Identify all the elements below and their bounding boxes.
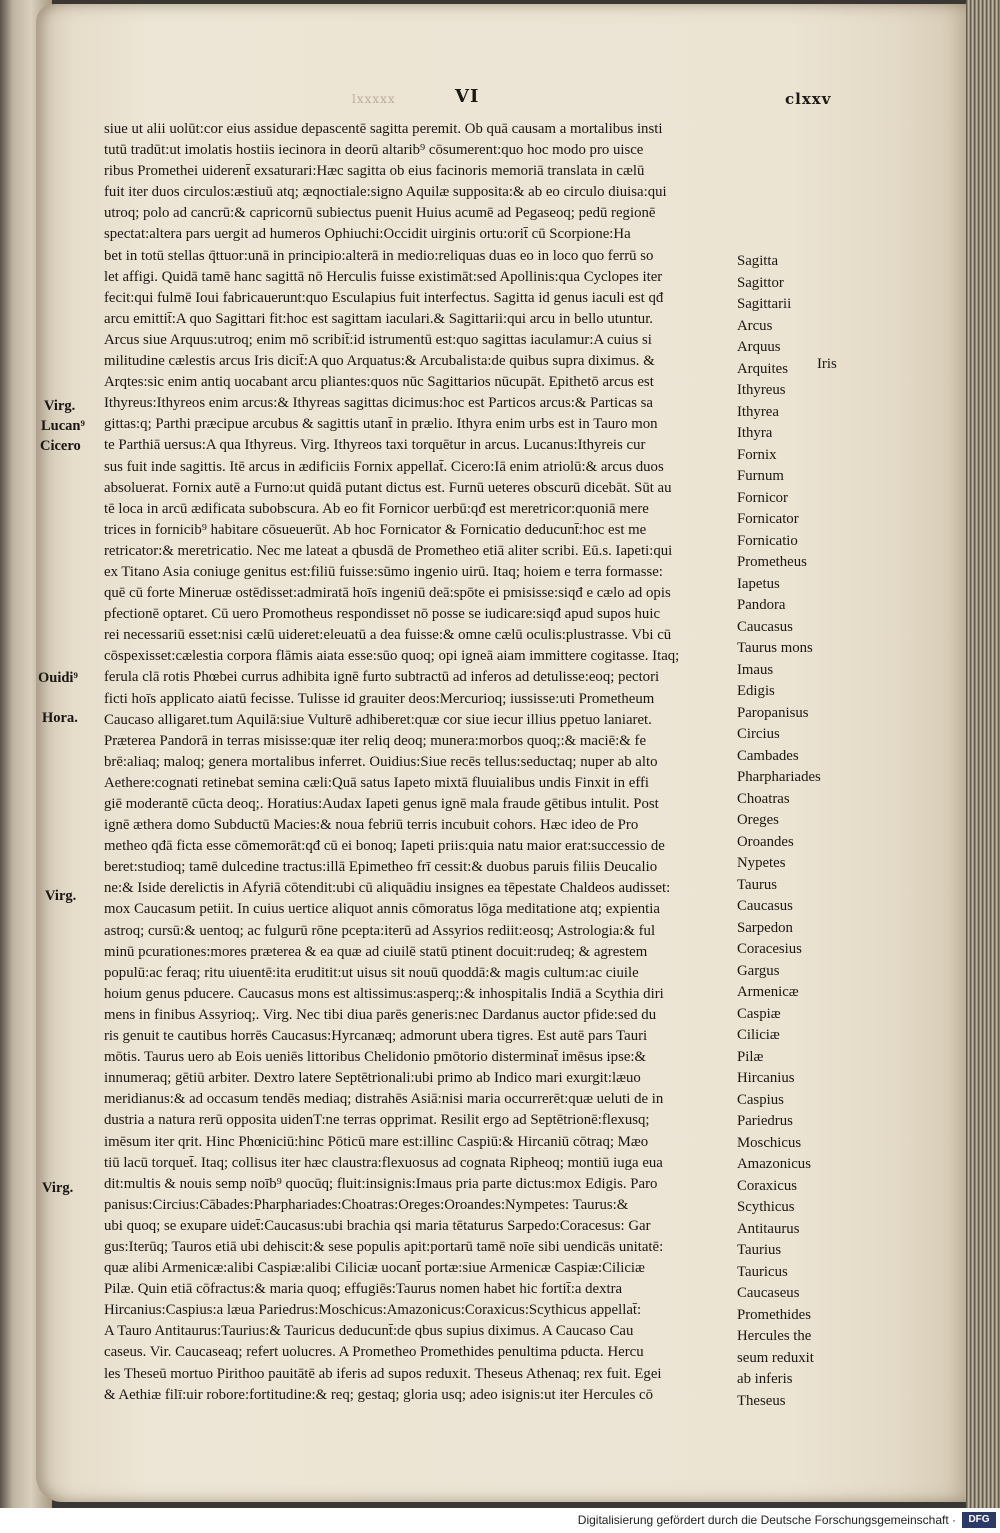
margin-note: Caspiæ xyxy=(737,1005,781,1022)
text-line: utroq; polo ad cancrū:& capricornū subiectus puenit Huius acumē ad Pegaseoq; pedū regionē xyxy=(104,205,656,222)
margin-note: Arcus xyxy=(737,317,773,334)
page-stack-edge xyxy=(966,0,1000,1508)
margin-note-iris: Iris xyxy=(817,356,837,372)
text-line: Pilæ. Quin etiā cōfractus:& maria quoq; effugiēs:Taurus nomen habet hic fortit̄:a dextra xyxy=(104,1281,623,1298)
text-line: hoium genus pducere. Caucasus mons est altissimus:asperq;:& inhospitalis Indiā a Scythia diri xyxy=(104,985,664,1002)
margin-note: Ithyreus xyxy=(737,382,786,398)
text-line: tiū lacū torquet̄. Itaq; collisus iter hæc claustra:flexuosus ad cognata Ripheoq; montiū iuga eua xyxy=(104,1154,663,1171)
margin-note: Edigis xyxy=(737,683,775,699)
margin-note: Ciliciæ xyxy=(737,1027,780,1043)
text-line: trices in fornicib⁹ habitare cōsueuerūt. Ab hoc Fornicator & Fornicatio deducunt̄:hoc est me xyxy=(104,521,647,538)
margin-note: Fornicor xyxy=(737,489,788,506)
margin-note: Armenicæ xyxy=(737,984,799,1000)
margin-note: Gargus xyxy=(737,962,780,979)
text-line: populū:ac feraq; ritu uiuentē:ita eruditit:ut uisus sit nouū quoddā:& magis cultum:ac ciuile xyxy=(104,964,639,981)
margin-note: Tauricus xyxy=(737,1263,788,1280)
text-line: ficti hoīs applicato aiatū fecisse. Tulisse id grauiter deos:Mercurioq; iussisse:uti Prometheum xyxy=(104,690,655,707)
text-line: Arcus siue Arquus:utroq; enim mō scribit̄:id istrumentū est:quo sagittas iaculamur:A cuius si xyxy=(104,331,652,348)
text-line: spectat:altera pars uergit ad humeros Ophiuchi:Occidit uirginis ortu:orit̄ cū Scorpione:Ha xyxy=(104,226,631,243)
margin-note: Hercules the xyxy=(737,1328,812,1344)
text-line: ribus Promethei uiderent̄ exsaturari:Hæc sagitta ob eius facinoris memoriā translata in cælū xyxy=(104,163,645,180)
margin-note: Fornicatio xyxy=(737,532,798,549)
margin-note: Coracesius xyxy=(737,941,802,957)
text-line: absoluerat. Fornix autē a Furno:ut quidā putant dictus est. Furnū ueteres obscurū dicebāt. Sūt au xyxy=(104,479,672,496)
text-line: Ithyreus:Ithyreos enim arcus:& Ithyreas sagittas dicimus:hoc est Particos arcus:& Particas sa xyxy=(104,395,653,412)
margin-note: Promethides xyxy=(737,1306,811,1323)
text-line: caseus. Vir. Caucaseaq; refert uolucres. A Prometheo Promethides penultima pducta. Hercu xyxy=(104,1344,644,1361)
left-note-virg: Virg. xyxy=(44,398,76,414)
margin-note: Caspius xyxy=(737,1091,784,1108)
margin-note: Sagittor xyxy=(737,274,784,291)
text-line: dustria a natura rerū opposita uidenT:ne terras opprimat. Resilit ergo ad Septētrionē:flexusq; xyxy=(104,1112,650,1129)
main-text-column xyxy=(104,119,744,1406)
digitization-footer xyxy=(0,1508,1000,1533)
margin-note: Sagittarii xyxy=(737,296,792,312)
margin-note: Prometheus xyxy=(737,554,807,570)
margin-note: Ithyra xyxy=(737,425,773,441)
text-line: astroq; cursū:& uentoq; ac fulgurū rōne pcepta:iterū ad Assyrios rediit:eosq; Astrologia:& ful xyxy=(104,922,656,939)
text-line: meridianus:& ad occasum tendēs mediaq; distrahēs Asiā:nisi maria occurrerēt:quæ ueluti de in xyxy=(104,1091,664,1108)
text-line: dit:multis & nouis semp noīb⁹ quocūq; fluit:insignis:Imaus pria parte dictus:mox Edigis. Paro xyxy=(104,1175,658,1192)
margin-note: Moschicus xyxy=(737,1134,802,1151)
text-line: metheo qđā ficta esse cōmemorāt:qđ cū ei bonoq; Iapeti priis:quia natu maior erat:successio de xyxy=(104,838,665,855)
running-header: VI xyxy=(455,86,480,107)
text-line: arcu emittit̄:A quo Sagittari fit:hoc est sagittam iaculari.& Sagittarii:qui arcu in bello utuntur. xyxy=(104,310,654,327)
text-line: panisus:Circius:Cābades:Pharphariades:Choatras:Oreges:Oroandes:Nympetes: Taurus:& xyxy=(104,1196,629,1213)
margin-note: Pilæ xyxy=(737,1048,764,1065)
text-line: Arqtes:sic enim antiq uocabant arcu pliantes:quos nūc Sagittarios nūcupāt. Epithetō arcus est xyxy=(104,374,654,391)
margin-note: Caucasus xyxy=(737,898,793,914)
text-line: mox Caucasum petiit. In cuius uertice aliquot annis cōmoratus lōga meditatione atq; expientia xyxy=(104,901,660,918)
margin-note: Caucasus xyxy=(737,618,793,635)
text-line: tē loca in arcū ædificata subobscura. Ab eo fit Fornicor uerbū:qđ est meretricor:quoniā mere xyxy=(104,500,649,517)
margin-note: Pandora xyxy=(737,597,786,613)
text-line: let affigi. Quidā tamē hanc sagittā nō Herculis fuisse existimāt:sed Apollinis:qua Cyclopes iter xyxy=(104,268,663,285)
text-line: quē cū forte Mineruæ ostēdisset:admiratā hoīs ingeniū deā:spōte ei pmisisse:siqđ e cælo ad opis xyxy=(104,585,671,602)
text-line: sus fuit inde sagittis. Itē arcus in ædificiis Fornix appellat̄. Cicero:Iā enim atriolū:& arcus duos xyxy=(104,458,664,475)
text-line: Præterea Pandorā in terras misisse:quæ iter reliq deoq; munera:morbos quoq;:& maciē:& fe xyxy=(104,732,647,749)
text-line: ris genuit te cautibus horrēs Caucasus:Hyrcanæq; admorunt ubera tigres. Est autē pars Tauri xyxy=(104,1028,648,1045)
text-line: beret:studioq; tamē dulcedine tractus:illā Epimetheo frī cessit:& duobus paruis filiis Deucalio xyxy=(104,859,658,876)
text-line: te Parthiā uersus:A qua Ithyreus. Virg. Ithyreos taxi torquētur in arcus. Lucanus:Ithyreis cur xyxy=(104,437,646,454)
text-line: quæ alibi Armenicæ:alibi Caspiæ:alibi Ciliciæ uocant̄ portæ:siue Armenicæ Caspiæ:Ciliciæ xyxy=(104,1260,645,1277)
text-line: Caucaso alligaret.tum Aquilā:siue Vulturē adhiberet:quæ cor siue iecur illius ppetuo laniaret. xyxy=(104,711,652,728)
margin-note: Caucaseus xyxy=(737,1285,800,1301)
margin-note: Cambades xyxy=(737,747,799,764)
text-line: A Tauro Antitaurus:Taurius:& Tauricus deducunt̄:de qbus supius diximus. A Caucaso Cau xyxy=(104,1323,634,1340)
margin-note: Antitaurus xyxy=(737,1220,800,1237)
dfg-logo: DFG xyxy=(962,1512,996,1528)
folio-number: clxxv xyxy=(785,90,832,108)
text-line: gittas:q; Parthi præcipue arcubus & sagittis utant̄ in prælio. Ithyra enim urbs est in Tauro mon xyxy=(104,416,658,433)
margin-note: Taurius xyxy=(737,1242,782,1258)
text-line: & Aethiæ filī:uir robore:fortitudine:& req; gestaq; gloria usq; adeo isignis:ut iter Hercules cō xyxy=(104,1386,654,1403)
margin-notes-column xyxy=(737,251,852,1412)
margin-note: Pharphariades xyxy=(737,769,821,785)
text-line: Aethere:cognati retinebat semina cæli:Quā satus Iapeto mixtā fluuialibus undis Finxit in effi xyxy=(104,774,650,791)
text-line: pfectionē optaret. Cū uero Promotheus respondisset nō posse se iudicare:siqđ apud supos huic xyxy=(104,606,661,623)
left-note-virg-2: Virg. xyxy=(45,888,77,904)
margin-note: Arquites xyxy=(737,360,788,377)
margin-note: Paropanisus xyxy=(737,704,809,721)
margin-note: Theseus xyxy=(737,1392,786,1409)
margin-note: Taurus xyxy=(737,876,778,893)
margin-note: Hircanius xyxy=(737,1070,795,1086)
margin-note: Oroandes xyxy=(737,833,794,850)
margin-note: Scythicus xyxy=(737,1199,795,1215)
footer-credit: Digitalisierung gefördert durch die Deutsche Forschungsgemeinschaft · xyxy=(577,1513,956,1527)
margin-note: Fornicator xyxy=(737,511,799,527)
text-line: fecit:qui fulmē Ioui fabricauerunt:quo Esculapius fuit interfectus. Sagitta id genus iaculi est qđ xyxy=(104,289,664,306)
margin-note: Sagitta xyxy=(737,253,779,269)
margin-note: Pariedrus xyxy=(737,1113,793,1129)
text-line: ignē æthera domo Subductū Macies:& noua febriū terris incubuit cohors. Hæc ideo de Pro xyxy=(104,817,639,834)
text-line: Hircanius:Caspius:a læua Pariedrus:Moschicus:Amazonicus:Coraxicus:Scythicus appellat̄: xyxy=(104,1302,642,1319)
text-line: cōspexisset:cælestia corpora flāmis aiata esse:sūo quoq; opi igneā aiam immittere cogitasse. Itaq; xyxy=(104,648,680,665)
left-note-ouidius: Ouidi⁹ xyxy=(38,670,78,686)
margin-note: ab inferis xyxy=(737,1371,793,1387)
margin-note: Sarpedon xyxy=(737,919,793,936)
margin-note: Imaus xyxy=(737,661,774,678)
text-line: retricator:& meretricatio. Nec me lateat a qbusdā de Prometheo etiā aliter scribi. Eū.s. Iapeti:qui xyxy=(104,542,673,559)
left-note-lucan: Lucan⁹ xyxy=(41,418,85,434)
margin-note: Circius xyxy=(737,726,780,742)
text-line: ne:& Iside derelictis in Afyriā cōtendit:ubi cū aliquādiu insignes ea tēpestate Chaldeos audisset: xyxy=(104,880,671,897)
text-line: ubi quoq; se exupare uidet̄:Caucasus:ubi brachia qsi maria tētaturus Sarpedo:Coracesus: Gar xyxy=(104,1217,651,1234)
margin-note: Taurus mons xyxy=(737,640,813,656)
text-line: les Theseū mortuo Pirithoo pauitātē ab iferis ad supos reduxit. Theseus Athenaq; rex fuit. Egei xyxy=(104,1365,662,1382)
margin-note: Ithyrea xyxy=(737,403,779,420)
margin-note: Oreges xyxy=(737,812,779,828)
text-line: mens in finibus Assyrioq;. Virg. Nec tibi diua parēs generis:nec Dardanus auctor pfide:sed du xyxy=(104,1006,657,1023)
margin-note: Fornix xyxy=(737,446,777,463)
text-line: bet in totū stellas q̄ttuor:unā in principio:alterā in medio:reliquas duas eo in loco quo ferrū so xyxy=(104,247,654,264)
show-through-text: lxxxxx xyxy=(352,92,396,106)
text-line: brē:aliaq; maloq; genera mortalibus inferret. Ouidius:Siue recēs tellus:seductaq; nuper ab alto xyxy=(104,753,658,770)
text-line: gus:Iterūq; Tauros etiā ubi dehiscit:& sese populis apit:portarū tamē noīe sibi uendicās unitatē: xyxy=(104,1238,664,1255)
text-line: innumeraq; gētiū arbiter. Dextro latere Septētrionali:ubi primo ab Indico mari exurgit:læuo xyxy=(104,1070,641,1087)
margin-note: Coraxicus xyxy=(737,1177,797,1194)
left-note-horatius: Hora. xyxy=(42,710,78,726)
text-line: militudine cælestis arcus Iris dicit̄:A quo Arquatus:& Arcubalista:de quibus supra diximus. & xyxy=(104,353,655,370)
text-line: fuit iter duos circulos:æstiuū atq; æqnoctiale:signo Aquilæ supposita:& ab eo circulo diuisa:qui xyxy=(104,184,667,201)
text-line: minū pcurationes:mores præterea & ea quæ ad ciuilē statū ptinent docuit:rudeq; & agrestem xyxy=(104,943,648,960)
margin-note: Iapetus xyxy=(737,575,780,592)
margin-note: Arquus xyxy=(737,339,781,355)
margin-note: Amazonicus xyxy=(737,1156,811,1172)
left-note-virg-3: Virg. xyxy=(42,1180,74,1196)
text-line: ferula clā rotis Phœbei currus adhibita ignē furto subtractū ad inferos ad detulisse:eoq; pectori xyxy=(104,669,660,686)
left-note-cicero: Cicero xyxy=(40,438,81,454)
text-line: mōtis. Taurus uero ab Eois ueniēs littoribus Chelidonio pmōtorio disterminat̄ imēsus ipse:& xyxy=(104,1049,647,1066)
margin-note: Choatras xyxy=(737,790,790,807)
text-line: tutū tradūt:ut imolatis hostiis iecinora in deorū altarib⁹ cōsumerent:quo hoc modo pro uisce xyxy=(104,142,644,159)
text-line: ex Titano Asia coniuge genitus est:filiū fuisse:sūmo ingenio uirū. Itaq; hoiem e terra formasse: xyxy=(104,563,663,580)
text-line: rei necessariū esset:nisi cælū uideret:eleuatū a dea fuisse:& omne cælū oculis:plustrasse. Vbi cū xyxy=(104,627,672,644)
text-line: siue ut alii uolūt:cor eius assidue depascentē sagitta peremit. Ob quā causam a mortalibus insti xyxy=(104,121,663,137)
margin-note: seum reduxit xyxy=(737,1349,814,1366)
margin-note: Nypetes xyxy=(737,855,786,871)
margin-note: Furnum xyxy=(737,468,784,484)
text-line: giē moderantē cūcta deoq;. Horatius:Audax Iapeti genus ignē mala fraude gētibus intulit. Post xyxy=(104,796,659,812)
text-line: imēsum iter qrit. Hinc Phœniciū:hinc Pōticū mare est:illinc Caspiū:& Hircaniū cōtraq; Mæo xyxy=(104,1133,649,1150)
